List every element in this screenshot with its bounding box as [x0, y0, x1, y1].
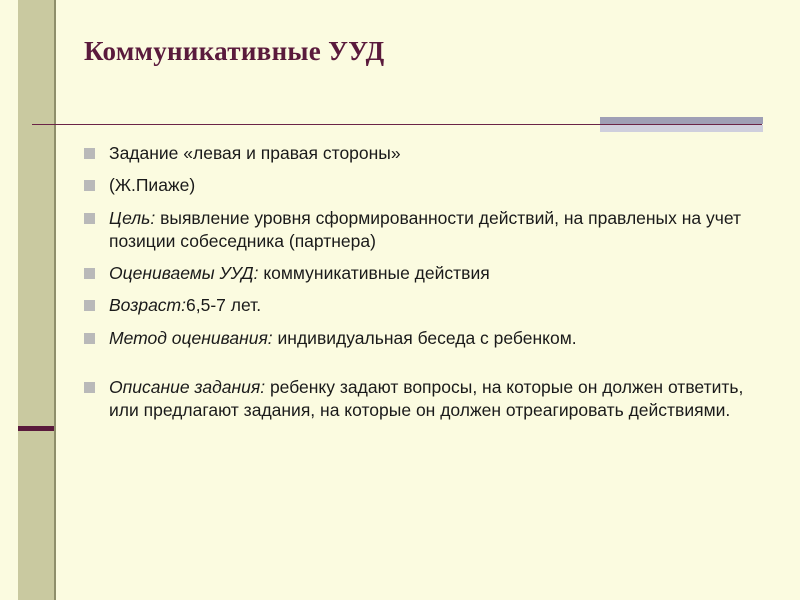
list-item — [84, 174, 760, 197]
bullet-square-icon — [84, 300, 95, 311]
list-item-lead: Описание задания: — [109, 376, 266, 397]
title-accent-bar-upper — [600, 117, 763, 124]
list-item-body: выявление уровня сформированности действий, на правленых на учет позиции собеседника (партнера) — [109, 207, 742, 251]
list-item — [84, 327, 760, 350]
left-edge-divider — [54, 0, 56, 600]
list-item-text — [109, 327, 760, 350]
list-item — [84, 294, 760, 317]
list-item-body: коммуникативные действия — [258, 263, 490, 284]
list-item-body: индивидуальная беседа с ребенком. — [272, 327, 577, 348]
bullet-square-icon — [84, 268, 95, 279]
list-item-lead: Оцениваемы УУД: — [109, 263, 259, 284]
list-item-text — [109, 262, 760, 285]
bullet-square-icon — [84, 382, 95, 393]
list-item-text — [109, 174, 760, 197]
list-item-body: ребенку задают вопросы, на которые он должен ответить, или предлагают задания, на которые он должен отреагировать действиями. — [109, 376, 744, 421]
list-item-body: (Ж.Пиаже) — [109, 175, 196, 196]
list-item-text — [109, 294, 760, 317]
page-title: Коммуникативные УУД — [84, 36, 385, 66]
list-item — [84, 142, 760, 165]
list-item — [84, 207, 760, 254]
list-item-lead: Возраст: — [109, 295, 186, 316]
bullet-square-icon — [84, 180, 95, 191]
left-decorative-band — [18, 0, 54, 600]
bullet-square-icon — [84, 213, 95, 224]
list-item-text — [109, 142, 760, 165]
list-item-text — [109, 207, 760, 254]
list-item-body: Задание «левая и правая стороны» — [109, 143, 401, 163]
list-item-body: 6,5-7 лет. — [186, 295, 262, 316]
list-item-text — [109, 376, 760, 423]
list-item — [84, 376, 760, 423]
bullet-square-icon — [84, 333, 95, 344]
list-item-lead: Метод оценивания: — [109, 327, 273, 348]
bullet-square-icon — [84, 148, 95, 159]
title-accent-bar-lower — [600, 125, 763, 132]
list-item-lead: Цель: — [109, 207, 156, 228]
left-accent-mark — [18, 426, 54, 431]
list-item — [84, 262, 760, 285]
bullet-list — [84, 142, 760, 431]
